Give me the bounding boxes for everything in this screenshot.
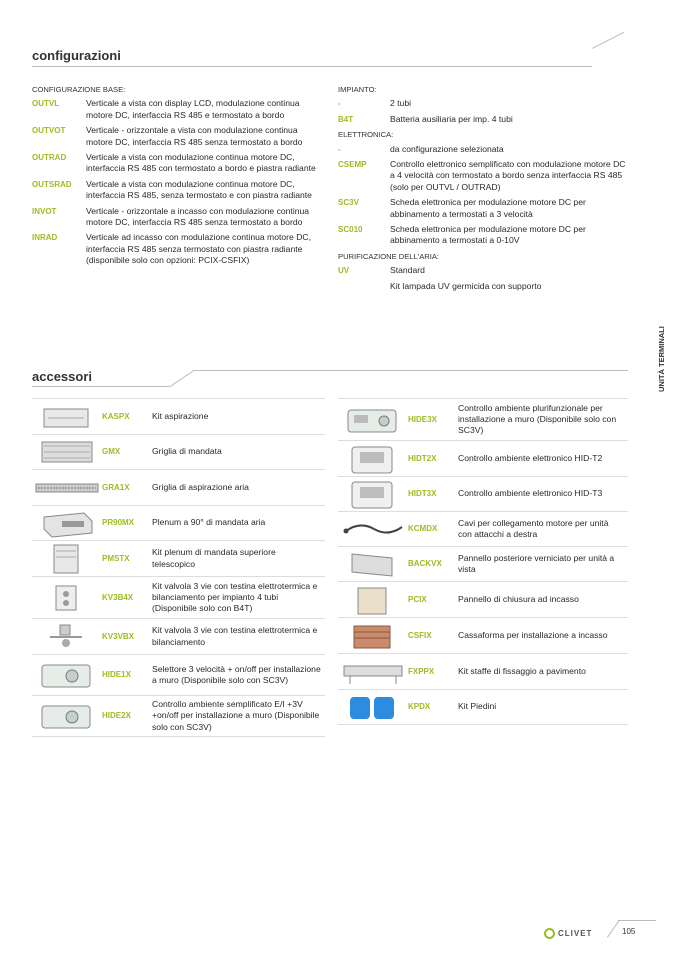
wall-control-icon — [32, 696, 102, 736]
accessori-top-line — [193, 370, 628, 371]
cable-icon — [338, 512, 408, 546]
option-code: SC010 — [338, 225, 363, 235]
page-number: 105 — [622, 927, 636, 936]
accessori-underline — [32, 386, 170, 387]
config-row — [32, 125, 322, 148]
title-underline-slant — [592, 32, 625, 49]
accessory-description: Kit plenum di mandata superiore telescopico — [152, 547, 276, 569]
accessory-row — [338, 512, 628, 547]
accessory-code: PR90MX — [102, 518, 135, 528]
accessory-code: PMSTX — [102, 553, 130, 563]
side-label: UNITÀ TERMINALI — [657, 326, 666, 392]
option-description: Kit lampada UV germicida con supporto — [390, 280, 542, 291]
option-code: OUTSRAD — [32, 179, 72, 189]
multi-control-icon — [338, 399, 408, 440]
accessory-code: FXPPX — [408, 666, 435, 676]
accessory-row — [32, 577, 325, 619]
config-base-column — [32, 84, 322, 271]
footer-line — [618, 920, 656, 921]
accessori-underline-slant — [170, 370, 194, 386]
option-description: da configurazione selezionata — [390, 143, 504, 154]
accessory-row — [338, 477, 628, 512]
accessory-description: Kit valvola 3 vie con testina elettrotermica e bilanciamento — [152, 625, 318, 647]
option-description: Verticale a vista con modulazione continua motore DC, interfaccia RS 485, senza termostato e con piastra radiante — [86, 178, 312, 201]
accessory-code: HIDT2X — [408, 453, 437, 463]
option-description: Verticale a vista con modulazione continua motore DC, interfaccia RS 485 con termostato a bordo e piastra radiante — [86, 152, 316, 174]
purificazione-row — [338, 281, 628, 292]
accessory-code: BACKVX — [408, 559, 442, 569]
accessory-description: Griglia di mandata — [152, 446, 222, 457]
accessory-code: HIDE1X — [102, 670, 131, 680]
accessory-row — [338, 441, 628, 477]
option-code: OUTVL — [32, 99, 60, 109]
accessory-code: GMX — [102, 447, 121, 457]
accessory-description: Kit aspirazione — [152, 410, 209, 421]
formwork-icon — [338, 618, 408, 653]
option-code: - — [338, 144, 341, 154]
config-options-column — [338, 84, 628, 296]
option-description: Scheda elettronica per modulazione motore DC per abbinamento a termostati a 0-10V — [390, 224, 586, 246]
accessory-description: Griglia di aspirazione aria — [152, 481, 249, 492]
purificazione-header: PURIFICAZIONE DELL'ARIA: — [338, 251, 440, 261]
accessory-row — [32, 655, 325, 696]
accessory-description: Plenum a 90° di mandata aria — [152, 517, 266, 528]
closing-panel-icon — [338, 582, 408, 617]
elettronica-header: ELETTRONICA: — [338, 130, 394, 140]
impianto-row — [338, 114, 628, 125]
accessory-description: Kit Piedini — [458, 701, 497, 712]
elettronica-row — [338, 197, 628, 220]
purificazione-row — [338, 265, 628, 276]
back-panel-icon — [338, 547, 408, 581]
clivet-logo — [544, 928, 592, 939]
elettronica-list — [338, 144, 628, 247]
duct-kit-icon — [32, 399, 102, 434]
accessory-code: KASPX — [102, 411, 130, 421]
option-code: INVOT — [32, 206, 57, 216]
accessori-title: accessori — [32, 369, 92, 384]
impianto-list — [338, 98, 628, 125]
accessory-row — [338, 399, 628, 441]
logo-mark-icon — [544, 928, 555, 939]
option-code: OUTVOT — [32, 126, 66, 136]
accessory-description: Selettore 3 velocità + on/off per installazione a muro (Disponibile solo con SC3V) — [152, 663, 321, 685]
accessory-description: Pannello di chiusura ad incasso — [458, 593, 579, 604]
option-description: Scheda elettronica per modulazione motore DC per abbinamento a termostati a 3 velocità — [390, 197, 586, 219]
option-description: Standard — [390, 265, 425, 276]
accessory-row — [338, 654, 628, 690]
wall-selector-icon — [32, 655, 102, 695]
option-code: INRAD — [32, 233, 58, 243]
option-code: B4T — [338, 114, 354, 124]
accessory-code: KV3B4X — [102, 592, 134, 602]
brand-name: CLIVET — [558, 929, 593, 938]
elettronica-row — [338, 159, 628, 193]
telescopic-plenum-icon — [32, 541, 102, 576]
floor-bracket-icon — [338, 654, 408, 689]
config-row — [32, 98, 322, 121]
option-description: Verticale - orizzontale a incasso con modulazione continua motore DC, interfaccia RS 485 senza termostato a bordo — [86, 205, 310, 228]
accessory-description: Cassaforma per installazione a incasso — [458, 629, 608, 640]
option-code: SC3V — [338, 198, 359, 208]
config-row — [32, 179, 322, 202]
accessory-description: Controllo ambiente semplificato E/I +3V +on/off per installazione a muro (Disponibile solo con SC3V) — [152, 699, 320, 732]
title-underline — [32, 66, 592, 67]
slot-grille-icon — [32, 470, 102, 505]
accessory-description: Controllo ambiente elettronico HID-T3 — [458, 488, 603, 499]
config-row — [32, 232, 322, 266]
accessory-row — [32, 696, 325, 737]
impianto-row — [338, 98, 628, 109]
option-description: 2 tubi — [390, 98, 412, 109]
accessory-code: HIDE3X — [408, 414, 437, 424]
config-base-list — [32, 98, 322, 266]
accessory-code: HIDE2X — [102, 711, 131, 721]
option-description: Batteria ausiliaria per imp. 4 tubi — [390, 113, 513, 124]
lcd-control-icon — [338, 477, 408, 511]
accessory-code: GRA1X — [102, 482, 130, 492]
valve-kit-icon — [32, 619, 102, 654]
accessory-row — [32, 506, 325, 541]
plenum-icon — [32, 506, 102, 540]
option-code: OUTRAD — [32, 153, 67, 163]
accessory-row — [32, 435, 325, 470]
option-code: UV — [338, 266, 350, 276]
accessory-row — [32, 399, 325, 435]
accessory-description: Kit staffe di fissaggio a pavimento — [458, 665, 586, 676]
accessory-description: Cavi per collegamento motore per unità con attacchi a destra — [458, 517, 609, 539]
option-description: Controllo elettronico semplificato con modulazione motore DC a 4 velocità con termostato a bordo senza interfaccia RS 485 (solo per OUTVL / OUTRAD) — [390, 159, 626, 192]
accessory-code: PCIX — [408, 594, 427, 604]
config-base-header: CONFIGURAZIONE BASE: — [32, 85, 126, 94]
elettronica-row — [338, 224, 628, 247]
accessory-code: HIDT3X — [408, 489, 437, 499]
accessori-right-table — [338, 398, 628, 725]
accessory-row — [338, 690, 628, 725]
elettronica-row — [338, 144, 628, 155]
footer-slant — [607, 921, 619, 938]
accessory-row — [338, 547, 628, 582]
accessory-code: KV3VBX — [102, 631, 135, 641]
accessory-description: Controllo ambiente elettronico HID-T2 — [458, 452, 603, 463]
lcd-control-icon — [338, 441, 408, 476]
accessory-row — [32, 541, 325, 577]
option-description: Verticale a vista con display LCD, modulazione continua motore DC, interfaccia RS 485 e termostato a bordo — [86, 98, 300, 120]
valve-kit-4-pipe-icon — [32, 577, 102, 618]
option-description: Verticale - orizzontale a vista con modulazione continua motore DC, interfaccia RS 485 senza termostato a bordo — [86, 125, 303, 147]
grille-icon — [32, 435, 102, 469]
accessory-row — [32, 619, 325, 655]
option-code: - — [338, 99, 341, 109]
option-code: CSEMP — [338, 160, 367, 170]
accessory-code: KPDX — [408, 702, 431, 712]
accessory-row — [338, 582, 628, 618]
config-row — [32, 152, 322, 175]
accessory-description: Pannello posteriore verniciato per unità a vista — [458, 552, 615, 574]
accessory-row — [32, 470, 325, 506]
feet-icon — [338, 690, 408, 724]
accessory-description: Kit valvola 3 vie con testina elettrotermica e bilanciamento per impianto 4 tubi (Disponibile solo con B4T) — [152, 580, 318, 614]
accessory-code: CSFIX — [408, 630, 432, 640]
config-row — [32, 206, 322, 229]
option-code — [338, 281, 390, 292]
accessory-description: Controllo ambiente plurifunzionale per installazione a muro (Disponibile solo con SC3V) — [458, 402, 617, 436]
accessory-code: KCMDX — [408, 524, 438, 534]
option-description: Verticale ad incasso con modulazione continua motore DC, interfaccia RS 485 senza termostato con piastra radiante (disponibile solo con opzioni: PCIX-CSFIX) — [86, 232, 311, 266]
purificazione-list — [338, 265, 628, 292]
configurazioni-title: configurazioni — [32, 48, 121, 63]
accessori-left-table — [32, 398, 325, 737]
accessory-row — [338, 618, 628, 654]
impianto-header: IMPIANTO: — [338, 85, 377, 94]
